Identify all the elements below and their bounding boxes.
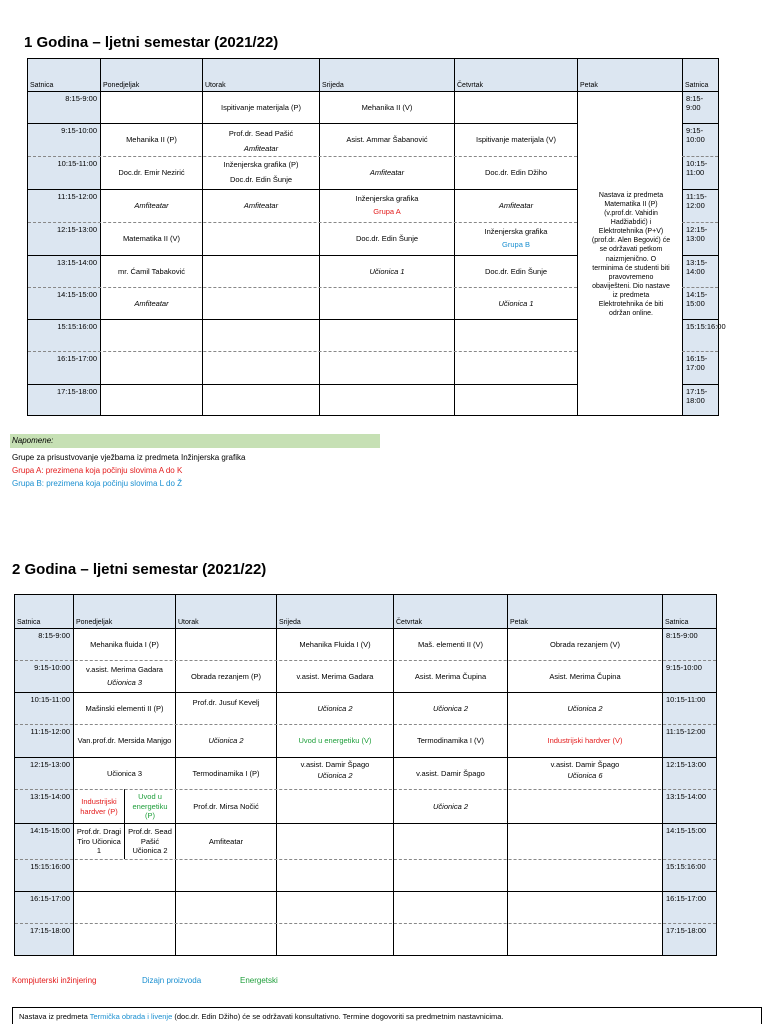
time-slot: 14:15-15:00 xyxy=(29,826,70,835)
class-cell: Amfiteatar xyxy=(134,201,169,211)
time-slot-right: 12:15-13:00 xyxy=(686,225,708,243)
time-slot-right: 17:15-18:00 xyxy=(686,387,708,405)
class-cell: Obrada rezanjem (P) xyxy=(190,671,262,681)
notes-bar xyxy=(10,434,380,448)
legend-energetski: Energetski xyxy=(240,976,278,985)
class-cell: mr. Ćamil Tabaković xyxy=(118,266,185,276)
time-slot-right: 9:15-10:00 xyxy=(686,126,705,144)
time-slot-right: 8:15-9:00 xyxy=(666,631,698,640)
time-slot: 14:15-15:00 xyxy=(56,290,97,299)
time-slot-right: 13:15-14:00 xyxy=(686,258,708,276)
time-slot-right: 17:15-18:00 xyxy=(666,926,707,935)
class-cell: Obrada rezanjem (V) xyxy=(549,639,621,649)
header-cetvrtak: Četvrtak xyxy=(394,595,507,628)
class-cell: v.asist. Damir Špago xyxy=(300,759,370,769)
header-srijeda: Srijeda xyxy=(277,595,393,628)
time-slot-right: 13:15-14:00 xyxy=(666,792,707,801)
header-srijeda: Srijeda xyxy=(320,59,454,91)
footer-note xyxy=(12,1007,762,1024)
class-cell: Prof.dr. Dragi Tiro Učionica 1 xyxy=(76,827,122,856)
time-slot: 11:15-12:00 xyxy=(57,192,97,201)
class-cell: Amfiteatar xyxy=(208,836,244,846)
legend-dizajn: Dizajn proizvoda xyxy=(142,976,202,985)
class-cell: Mašinski elementi II (P) xyxy=(85,703,164,713)
time-slot: 10:15-11:00 xyxy=(30,695,70,704)
class-cell: Učionica 2 xyxy=(317,770,353,780)
page-title-year1: 1 Godina – ljetni semestar (2021/22) xyxy=(24,34,279,51)
time-slot-right: 11:15-12:00 xyxy=(666,727,706,736)
class-cell: Ispitivanje materijala (P) xyxy=(220,102,302,112)
class-cell: Uvod u energetiku (V) xyxy=(298,736,372,746)
time-slot: 16:15-17:00 xyxy=(56,354,97,363)
time-slot: 17:15-18:00 xyxy=(29,926,70,935)
class-cell: Amfiteatar xyxy=(498,201,534,211)
class-cell: Učionica 1 xyxy=(369,266,405,276)
time-slot: 9:15-10:00 xyxy=(34,663,70,672)
header-ponedjeljak: Ponedjeljak xyxy=(101,59,202,91)
header-ponedjeljak: Ponedjeljak xyxy=(74,595,175,628)
notes-label: Napomene: xyxy=(12,436,54,445)
class-cell: Van.prof.dr. Mersida Manjgo xyxy=(77,736,172,746)
time-slot: 8:15-9:00 xyxy=(38,631,70,640)
class-cell: Amfiteatar xyxy=(369,168,405,178)
class-cell: Asist. Merima Čupina xyxy=(414,671,487,681)
time-slot-right: 16:15-17:00 xyxy=(686,354,708,372)
class-cell: v.asist. Damir Špago xyxy=(550,759,620,769)
schedule-table-year2 xyxy=(14,594,717,956)
class-cell: Učionica 2 xyxy=(208,736,244,746)
friday-note: Nastava iz predmeta Matematika II (P) (v.prof.dr. Vahidin Hadžiabdić) i Elektrotehnika (P+V) (prof.dr. Alen Begović) će se održavati petkom naizmjenično. O terminima će studenti biti pravovremeno obaviješteni. Dio nastave iz predmeta Elektrotehnika će biti održan online. xyxy=(591,191,671,318)
class-cell: Industrijski hardver (V) xyxy=(547,736,623,746)
time-slot-right: 15:15:16:00 xyxy=(686,322,726,331)
class-cell: Prof.dr. Jusuf Kevelj xyxy=(192,698,260,708)
class-cell: v.asist. Merima Gadara xyxy=(86,665,163,675)
time-slot: 15:15:16:00 xyxy=(30,862,70,871)
time-slot-right: 11:15-12:00 xyxy=(686,192,707,210)
class-cell: Mehanika fluida I (P) xyxy=(90,639,159,649)
legend-kompjuterski: Kompjuterski inžinjering xyxy=(12,976,97,985)
header-cetvrtak: Četvrtak xyxy=(455,59,577,91)
class-cell: Mehanika II (V) xyxy=(361,102,413,112)
class-cell: Učionica 2 xyxy=(432,703,469,713)
time-slot: 13:15-14:00 xyxy=(29,792,70,801)
time-slot-right: 14:15-15:00 xyxy=(666,826,707,835)
schedule-table-year1 xyxy=(27,58,726,416)
class-cell: Prof.dr. Sead Pašić xyxy=(228,128,294,138)
class-cell: Prof.dr. Sead Pašić Učionica 2 xyxy=(128,827,172,856)
notes-group-b: Grupa B: prezimena koja počinju slovima L do Ž xyxy=(12,479,183,488)
class-cell: Učionica 6 xyxy=(567,770,603,780)
header-petak: Petak xyxy=(508,595,662,628)
class-cell: Maš. elementi II (V) xyxy=(417,639,484,649)
class-cell: Ispitivanje materijala (V) xyxy=(475,135,557,145)
time-slot: 16:15-17:00 xyxy=(29,894,70,903)
class-cell: Termodinamika I (V) xyxy=(416,736,485,746)
class-cell: Prof.dr. Mirsa Nočić xyxy=(193,801,259,811)
class-cell: Doc.dr. Emir Nezirić xyxy=(118,168,185,178)
time-slot: 13:15-14:00 xyxy=(56,258,97,267)
class-cell: Doc.dr. Edin Šunje xyxy=(355,234,419,244)
header-utorak: Utorak xyxy=(203,59,319,91)
footer-pre: Nastava iz predmeta xyxy=(19,1012,90,1021)
class-cell: Učionica 3 xyxy=(106,678,143,688)
footer-subject: Termička obrada i livenje xyxy=(89,1012,173,1021)
time-slot: 10:15-11:00 xyxy=(57,159,97,168)
group-a-label: Grupa A xyxy=(373,207,401,217)
class-cell: Termodinamika I (P) xyxy=(192,768,260,778)
page-title-year2: 2 Godina – ljetni semestar (2021/22) xyxy=(12,561,267,578)
class-cell: v.asist. Merima Gadara xyxy=(296,671,374,681)
time-slot-right: 10:15-11:00 xyxy=(686,159,708,177)
class-cell: Doc.dr. Edin Šunje xyxy=(484,266,548,276)
class-cell: Asist. Merima Čupina xyxy=(549,671,621,681)
group-b-label: Grupa B xyxy=(502,240,530,250)
class-cell: Doc.dr. Edin Džiho xyxy=(484,168,548,178)
class-cell: Učionica 2 xyxy=(317,703,353,713)
class-cell: Asist. Ammar Šabanović xyxy=(346,135,428,145)
class-cell: Učionica 2 xyxy=(567,703,603,713)
class-cell: Učionica 3 xyxy=(106,768,143,778)
time-slot: 15:15:16:00 xyxy=(57,322,97,331)
class-cell: Amfiteatar xyxy=(243,143,279,153)
time-slot-right: 15:15:16:00 xyxy=(666,862,706,871)
notes-line: Grupe za prisustvovanje vježbama iz predmeta Inžinjerska grafika xyxy=(12,453,246,462)
class-cell: Inženjerska grafika (P) xyxy=(223,160,299,170)
time-slot: 11:15-12:00 xyxy=(30,727,70,736)
class-cell: Inženjerska grafika xyxy=(355,194,419,204)
time-slot-right: 9:15-10:00 xyxy=(666,663,702,672)
header-utorak: Utorak xyxy=(176,595,276,628)
class-cell: Mehanika II (P) xyxy=(126,135,177,145)
time-slot: 8:15-9:00 xyxy=(65,94,97,103)
class-cell: Matematika II (V) xyxy=(122,234,181,244)
class-cell: Doc.dr. Edin Šunje xyxy=(229,174,293,184)
time-slot-right: 12:15-13:00 xyxy=(666,760,707,769)
class-cell: Amfiteatar xyxy=(243,201,279,211)
header-petak: Petak xyxy=(578,59,682,91)
class-cell: Mehanika Fluida I (V) xyxy=(299,639,371,649)
class-cell: Inženjerska grafika xyxy=(484,227,548,237)
time-slot-right: 10:15-11:00 xyxy=(666,695,706,704)
class-cell: Učionica 1 xyxy=(498,298,534,308)
class-cell: Amfiteatar xyxy=(134,298,169,308)
time-slot: 12:15-13:00 xyxy=(29,760,70,769)
time-slot: 12:15-13:00 xyxy=(56,225,97,234)
class-cell: v.asist. Damir Špago xyxy=(416,768,485,778)
notes-group-a: Grupa A: prezimena koja počinju slovima A do K xyxy=(12,466,183,475)
header-satnica-right: Satnica xyxy=(683,59,718,91)
header-satnica-left: Satnica xyxy=(28,59,100,91)
time-slot-right: 8:15-9:00 xyxy=(686,94,704,112)
time-slot: 9:15-10:00 xyxy=(61,126,97,135)
time-slot-right: 16:15-17:00 xyxy=(666,894,707,903)
class-cell: Učionica 2 xyxy=(432,801,469,811)
class-cell: Industrijski hardver (P) xyxy=(80,797,118,816)
time-slot: 17:15-18:00 xyxy=(56,387,97,396)
time-slot-right: 14:15-15:00 xyxy=(686,290,708,308)
footer-post: (doc.dr. Edin Džiho) će se održavati konsultativno. Termine dogovoriti sa predmetnim nastavnicima. xyxy=(172,1012,504,1021)
class-cell: Uvod u energetiku (P) xyxy=(132,792,168,821)
header-satnica-left: Satnica xyxy=(15,595,73,628)
header-satnica-right: Satnica xyxy=(663,595,716,628)
